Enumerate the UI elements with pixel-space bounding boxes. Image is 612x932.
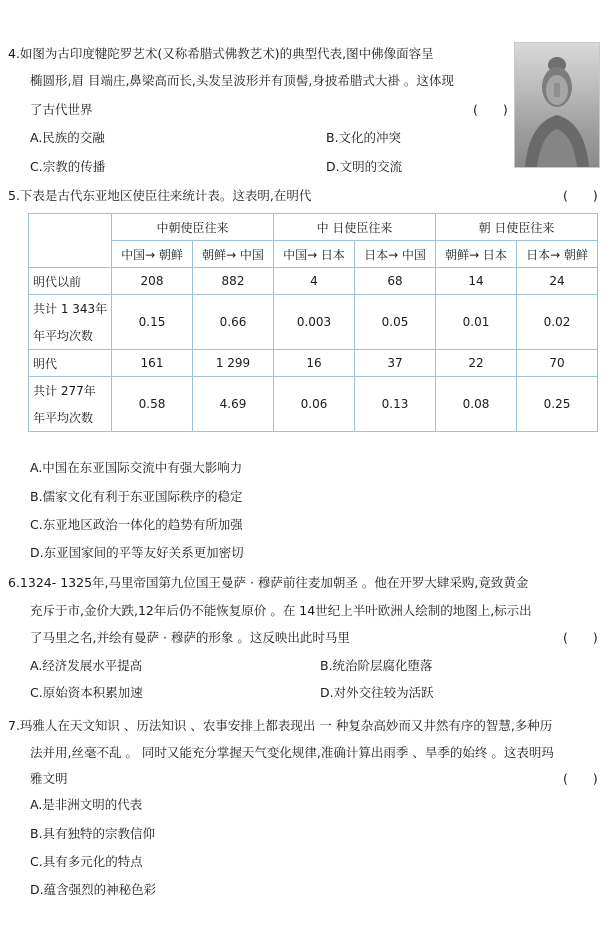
buddha-statue-icon (515, 43, 599, 167)
q6-option-b: B.统治阶层腐化堕落 (320, 658, 433, 673)
table-cell: 0.003 (274, 295, 355, 350)
table-row-label (29, 295, 112, 350)
q6-stem-line1: 6.1324- 1325年,马里帝国第九位国王曼萨 · 穆萨前往麦加朝圣 。他在开罗大肆采购,竟致黄金 (8, 575, 529, 590)
table-cell: 70 (517, 350, 598, 377)
table-group-header: 中朝使臣往来 (112, 214, 274, 241)
table-cell: 0.01 (436, 295, 517, 350)
envoy-statistics-table (28, 213, 598, 432)
q4-stem-line2: 椭圆形,眉 目端庄,鼻梁高而长,头发呈波形并有顶髻,身披希腊式大褂 。这体现 (30, 73, 454, 88)
table-row-label-line2: 年平均次数 (33, 329, 94, 343)
table-row-label: 明代以前 (29, 268, 112, 295)
q5-option-d: D.东亚国家间的平等友好关系更加密切 (30, 545, 244, 560)
table-cell: 1 299 (193, 350, 274, 377)
q7-option-a: A.是非洲文明的代表 (30, 797, 143, 812)
table-cell: 0.66 (193, 295, 274, 350)
q7-answer-blank: ( ) (563, 771, 598, 786)
table-cell: 0.15 (112, 295, 193, 350)
table-cell: 0.13 (355, 377, 436, 432)
table-cell: 24 (517, 268, 598, 295)
q5-answer-blank: ( ) (563, 188, 598, 203)
table-row-label: 明代 (29, 350, 112, 377)
table-cell: 161 (112, 350, 193, 377)
table-cell: 882 (193, 268, 274, 295)
q6-option-a: A.经济发展水平提高 (30, 658, 143, 673)
q4-option-c: C.宗教的传播 (30, 159, 106, 174)
table-row (29, 268, 598, 295)
q5-option-b: B.儒家文化有利于东亚国际秩序的稳定 (30, 489, 243, 504)
table-sub-header: 中国→ 日本 (274, 241, 355, 268)
q7-option-c: C.具有多元化的特点 (30, 854, 143, 869)
table-cell: 0.08 (436, 377, 517, 432)
table-cell: 0.02 (517, 295, 598, 350)
q6-stem-line2: 充斥于市,金价大跌,12年后仍不能恢复原价 。在 14世纪上半叶欧洲人绘制的地图上,标示出 (30, 603, 532, 618)
q6-answer-blank: ( ) (563, 630, 598, 645)
table-cell: 0.58 (112, 377, 193, 432)
q7-option-b: B.具有独特的宗教信仰 (30, 826, 156, 841)
table-sub-header: 朝鲜→ 中国 (193, 241, 274, 268)
table-sub-header: 日本→ 中国 (355, 241, 436, 268)
table-cell: 0.25 (517, 377, 598, 432)
q4-option-a: A.民族的交融 (30, 130, 105, 145)
table-sub-header-row (29, 241, 598, 268)
table-cell: 4 (274, 268, 355, 295)
q4-stem-line1: 4.如图为古印度犍陀罗艺术(又称希腊式佛教艺术)的典型代表,图中佛像面容呈 (8, 46, 434, 61)
q7-option-d: D.蕴含强烈的神秘色彩 (30, 882, 157, 897)
table-cell: 22 (436, 350, 517, 377)
table-group-header: 朝 日使臣往来 (436, 214, 598, 241)
table-group-header: 中 日使臣往来 (274, 214, 436, 241)
buddha-statue-image (514, 42, 600, 168)
table-cell: 68 (355, 268, 436, 295)
table-cell: 4.69 (193, 377, 274, 432)
q5-stem-line1: 5.下表是古代东亚地区使臣往来统计表。这表明,在明代 (8, 188, 312, 203)
table-cell: 208 (112, 268, 193, 295)
table-cell: 14 (436, 268, 517, 295)
table-row-label (29, 377, 112, 432)
table-row (29, 377, 598, 432)
table-row-label-line2: 年平均次数 (33, 411, 94, 425)
table-row (29, 350, 598, 377)
q5-option-c: C.东亚地区政治一体化的趋势有所加强 (30, 517, 243, 532)
q4-answer-blank: ( ) (473, 102, 508, 117)
table-sub-header: 日本→ 朝鲜 (517, 241, 598, 268)
q4-option-b: B.文化的冲突 (326, 130, 402, 145)
table-sub-header: 中国→ 朝鲜 (112, 241, 193, 268)
q6-option-c: C.原始资本积累加速 (30, 685, 143, 700)
q7-stem-line3: 雅文明 (30, 771, 68, 786)
q5-option-a: A.中国在东亚国际交流中有强大影响力 (30, 460, 243, 475)
table-cell: 0.05 (355, 295, 436, 350)
table-row-label-line1: 共计 277年 (33, 384, 96, 398)
q7-stem-line2: 法并用,丝毫不乱 。 同时又能充分掌握天气变化规律,准确计算出雨季 、旱季的始终 。这表明玛 (30, 745, 554, 760)
table-cell: 16 (274, 350, 355, 377)
q6-option-d: D.对外交往较为活跃 (320, 685, 434, 700)
q6-stem-line3: 了马里之名,并绘有曼萨 · 穆萨的形象 。这反映出此时马里 (30, 630, 350, 645)
table-row-label-line1: 共计 1 343年 (33, 302, 108, 316)
table-corner-cell (29, 214, 112, 268)
table-cell: 37 (355, 350, 436, 377)
table-cell: 0.06 (274, 377, 355, 432)
q7-stem-line1: 7.玛雅人在天文知识 、历法知识 、农事安排上都表现出 一 种复杂高妙而又井然有序的智慧,多种历 (8, 718, 553, 733)
table-row (29, 295, 598, 350)
q4-stem-line3: 了古代世界 (30, 102, 93, 117)
q4-option-d: D.文明的交流 (326, 159, 403, 174)
table-sub-header: 朝鲜→ 日本 (436, 241, 517, 268)
table-group-header-row (29, 214, 598, 241)
